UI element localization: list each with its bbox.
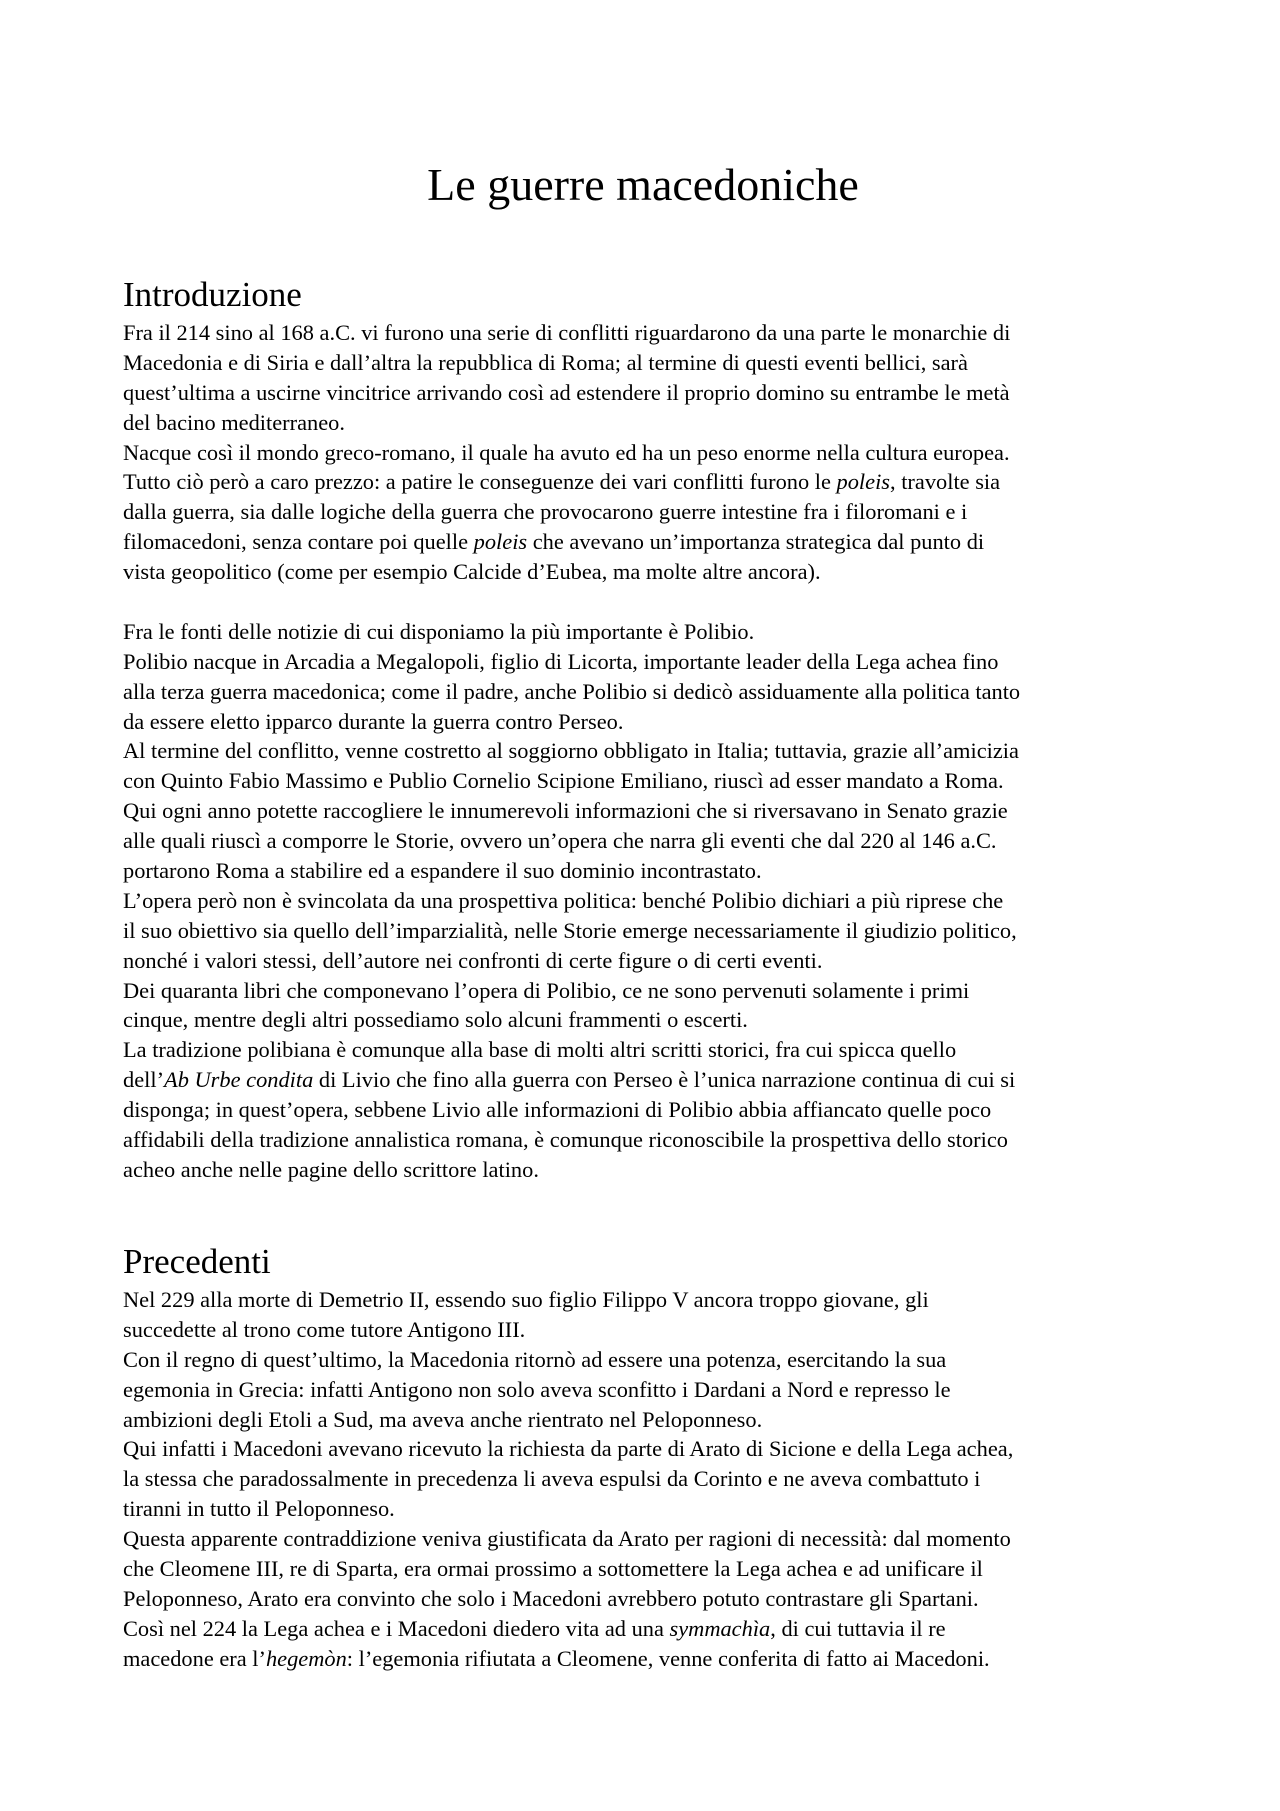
paragraph-line: macedone era l’hegemòn: l’egemonia rifiutata a Cleomene, venne conferita di fatto ai Macedoni. (123, 1645, 990, 1671)
paragraph-line: Fra il 214 sino al 168 a.C. vi furono una serie di conflitti riguardarono da una parte le monarchie di (123, 320, 1011, 345)
paragraph-line: Al termine del conflitto, venne costretto al soggiorno obbligato in Italia; tuttavia, grazie all’amicizia (123, 738, 1019, 764)
paragraph-line: L’opera però non è svincolata da una prospettiva politica: benché Polibio dichiari a più riprese che (123, 887, 1004, 913)
italic-term: hegemòn (265, 1645, 347, 1671)
paragraph-line: da essere eletto ipparco durante la guerra contro Perseo. (123, 708, 624, 734)
paragraph-line: dell’Ab Urbe condita di Livio che fino alla guerra con Perseo è l’unica narrazione continua di cui si (123, 1067, 1016, 1093)
italic-term: poleis (836, 469, 891, 495)
paragraph-line: Con il regno di quest’ultimo, la Macedonia ritornò ad essere una potenza, esercitando la sua (123, 1346, 947, 1372)
paragraph-line: nonché i valori stessi, dell’autore nei confronti di certe figure o di certi eventi. (123, 947, 823, 973)
paragraph-line: La tradizione polibiana è comunque alla base di molti altri scritti storici, fra cui spicca quello (123, 1037, 957, 1063)
paragraph-line: che Cleomene III, re di Sparta, era ormai prossimo a sottomettere la Lega achea e ad unificare il (123, 1556, 983, 1582)
paragraph-line: quest’ultima a uscirne vincitrice arrivando così ad estendere il proprio domino su entrambe le metà (123, 379, 1010, 405)
paragraph-line: Qui ogni anno potette raccogliere le innumerevoli informazioni che si riversavano in Senato grazie (123, 798, 1008, 824)
paragraph-line: Così nel 224 la Lega achea e i Macedoni diedero vita ad una symmachìa, di cui tuttavia il re (123, 1615, 946, 1641)
paragraph-line: vista geopolitico (come per esempio Calcide d’Eubea, ma molte altre ancora). (123, 559, 821, 585)
paragraph-line: Nel 229 alla morte di Demetrio II, essendo suo figlio Filippo V ancora troppo giovane, gli (123, 1287, 929, 1312)
paragraph-line: Questa apparente contraddizione veniva giustificata da Arato per ragioni di necessità: dal momento (123, 1526, 1011, 1552)
paragraph-line: Qui infatti i Macedoni avevano ricevuto la richiesta da parte di Arato di Sicione e della Lega achea, (123, 1436, 1014, 1462)
paragraph-line: succedette al trono come tutore Antigono III. (123, 1316, 526, 1342)
paragraph-line: Macedonia e di Siria e dall’altra la repubblica di Roma; al termine di questi eventi bellici, sarà (123, 349, 968, 375)
paragraph-line: alla terza guerra macedonica; come il padre, anche Polibio si dedicò assiduamente alla politica tanto (123, 678, 1021, 704)
paragraph-line: il suo obiettivo sia quello dell’imparzialità, nelle Storie emerge necessariamente il giudizio politico, (123, 917, 1017, 943)
paragraph-line: Tutto ciò però a caro prezzo: a patire le conseguenze dei vari conflitti furono le poleis, travolte sia (123, 469, 1001, 495)
paragraph-line: acheo anche nelle pagine dello scrittore latino. (123, 1156, 539, 1182)
paragraph-line: con Quinto Fabio Massimo e Publio Cornelio Scipione Emiliano, riuscì ad esser mandato a Roma. (123, 768, 1004, 794)
paragraph-line: alle quali riuscì a comporre le Storie, ovvero un’opera che narra gli eventi che dal 220 al 146 a.C. (123, 828, 997, 854)
paragraph-gap (123, 587, 1163, 617)
paragraph-line: la stessa che paradossalmente in precedenza li aveva espulsi da Corinto e ne aveva combattuto i (123, 1466, 981, 1492)
paragraph-line: Nacque così il mondo greco-romano, il quale ha avuto ed ha un peso enorme nella cultura europea. (123, 439, 1010, 465)
paragraph-line: cinque, mentre degli altri possediamo solo alcuni frammenti o escerti. (123, 1007, 748, 1033)
section-body-introduzione (123, 318, 1163, 1185)
paragraph-line: del bacino mediterraneo. (123, 409, 345, 435)
paragraph-line: Polibio nacque in Arcadia a Megalopoli, figlio di Licorta, importante leader della Lega achea fino (123, 648, 999, 674)
paragraph-line: tiranni in tutto il Peloponneso. (123, 1496, 395, 1522)
paragraph-line: egemonia in Grecia: infatti Antigono non solo aveva sconfitto i Dardani a Nord e represso le (123, 1376, 951, 1402)
paragraph-line: Peloponneso, Arato era convinto che solo i Macedoni avrebbero potuto contrastare gli Spartani. (123, 1585, 979, 1611)
paragraph-line: portarono Roma a stabilire ed a espandere il suo dominio incontrastato. (123, 858, 762, 884)
section-heading-precedenti: Precedenti (123, 1242, 271, 1281)
section-body-precedenti (123, 1285, 1163, 1674)
section-heading-introduzione: Introduzione (123, 275, 302, 314)
paragraph-line: filomacedoni, senza contare poi quelle poleis che avevano un’importanza strategica dal punto di (123, 529, 985, 555)
paragraph-line: ambizioni degli Etoli a Sud, ma aveva anche rientrato nel Peloponneso. (123, 1406, 763, 1432)
paragraph-line: Dei quaranta libri che componevano l’opera di Polibio, ce ne sono pervenuti solamente i primi (123, 977, 970, 1003)
paragraph-line: Fra le fonti delle notizie di cui disponiamo la più importante è Polibio. (123, 618, 755, 644)
paragraph-line: disponga; in quest’opera, sebbene Livio alle informazioni di Polibio abbia affiancato quelle poco (123, 1097, 992, 1123)
paragraph-line: affidabili della tradizione annalistica romana, è comunque riconoscibile la prospettiva dello storico (123, 1127, 1008, 1153)
italic-term: symmachìa (669, 1615, 771, 1641)
italic-title: Ab Urbe condita (164, 1067, 314, 1093)
italic-term: poleis (473, 529, 528, 555)
paragraph-line: dalla guerra, sia dalle logiche della guerra che provocarono guerre intestine fra i filoromani e i (123, 499, 968, 525)
document-title: Le guerre macedoniche (427, 159, 859, 210)
